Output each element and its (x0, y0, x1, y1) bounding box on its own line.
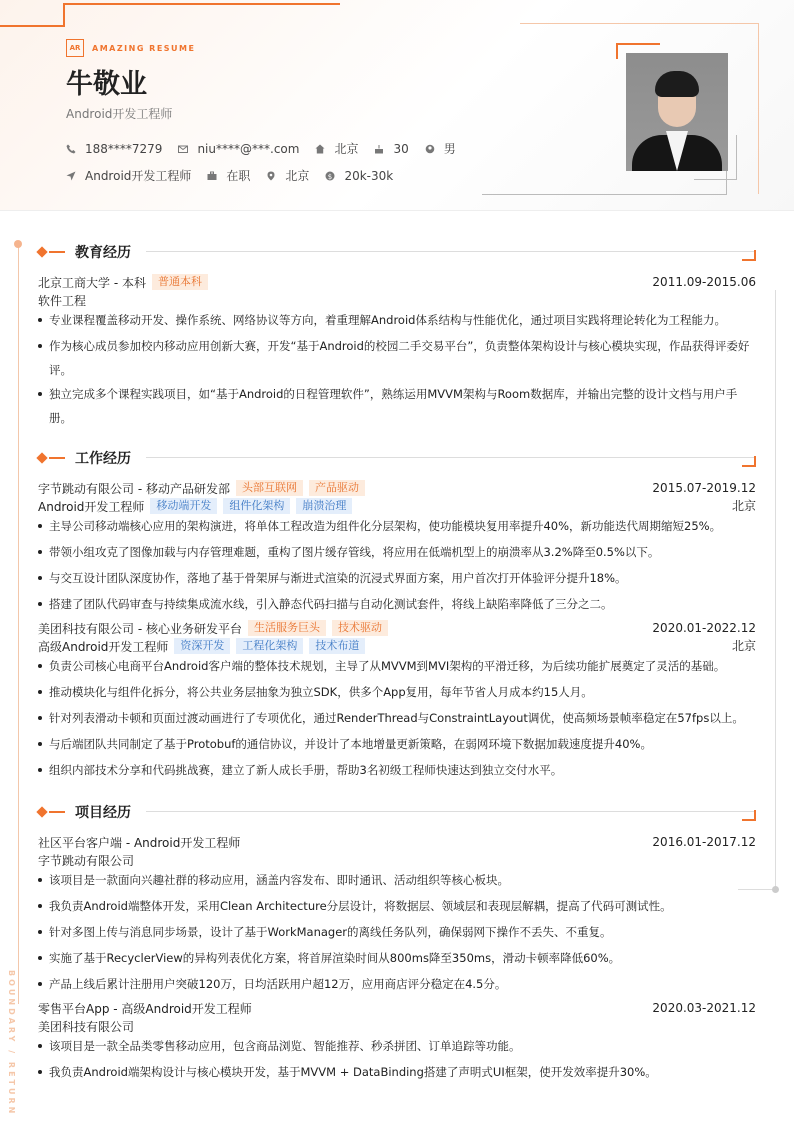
timeline-line (18, 244, 19, 1004)
role-name: 高级Android开发工程师 (38, 639, 169, 654)
role-name: Android开发工程师 (38, 499, 145, 514)
job-intent-row (66, 167, 409, 184)
list-item: 独立完成多个课程实践项目，如“基于Android的日程管理软件”，熟练运用MVVM架构与Room数据库，并输出完整的设计文档与用户手册。 (38, 382, 756, 430)
location-pin-icon (266, 171, 276, 181)
email-item (178, 142, 299, 156)
job-city: 北京 (731, 499, 756, 513)
candidate-title: Android开发工程师 (66, 107, 173, 121)
school-name: 北京工商大学 - 本科 (38, 275, 146, 290)
company-name: 字节跳动有限公司 - 移动产品研发部 (38, 481, 230, 496)
list-item: 专业课程覆盖移动开发、操作系统、网络协议等方向，着重理解Android体系结构与性能优化，通过项目实践将理论转化为工程能力。 (38, 308, 756, 332)
list-item: 负责公司核心电商平台Android客户端的整体技术规划，主导了从MVVM到MVI架构的平滑迁移，为后续功能扩展奠定了灵活的基础。 (38, 654, 756, 678)
work-section-header (38, 450, 756, 466)
project-row (38, 833, 756, 851)
major: 软件工程 (38, 294, 87, 308)
target-city-text: 北京 (285, 169, 310, 183)
project-row (38, 999, 756, 1017)
section-title: 项目经历 (75, 805, 131, 821)
brand (66, 39, 195, 57)
job-date: 2015.07-2019.12 (652, 481, 756, 495)
project-date: 2020.03-2021.12 (652, 1001, 756, 1015)
city-item (315, 140, 358, 157)
project-name: 社区平台客户端 - Android开发工程师 (38, 835, 241, 850)
list-item: 针对多图上传与消息同步场景，设计了基于WorkManager的离线任务队列，确保弱网下操作不丢失、不重复。 (38, 920, 756, 944)
list-item: 与交互设计团队深度协作，落地了基于骨架屏与渐进式渲染的沉浸式界面方案，用户首次打开体验评分提升18%。 (38, 566, 756, 590)
gender-icon (425, 144, 435, 154)
corner-accent (0, 25, 64, 27)
svg-text:$: $ (328, 172, 333, 181)
briefcase-icon (207, 171, 217, 181)
job-row (38, 479, 756, 497)
company-tag: 技术驱动 (332, 620, 388, 636)
section-title: 教育经历 (75, 245, 131, 261)
company-tag: 头部互联网 (236, 480, 303, 496)
candidate-name: 牛敬业 (66, 69, 147, 100)
corner-accent (63, 3, 65, 27)
list-item: 作为核心成员参加校内移动应用创新大赛，开发“基于Android的校园二手交易平台”，负责整体架构设计与核心模块实现，作品获得评委好评。 (38, 334, 756, 382)
job-city: 北京 (731, 639, 756, 653)
email-text: niu****@***.com (197, 141, 300, 156)
city-text: 北京 (334, 142, 359, 156)
profile-photo (626, 53, 728, 171)
section-title: 工作经历 (75, 451, 131, 467)
skill-tag: 资深开发 (174, 638, 230, 654)
list-item: 针对列表滑动卡顿和页面过渡动画进行了专项优化，通过RenderThread与ConstraintLayout调优，使高频场景帧率稳定在57fps以上。 (38, 706, 756, 730)
money-icon (325, 171, 335, 181)
salary-item (325, 169, 393, 183)
education-row (38, 273, 756, 291)
phone-icon (66, 144, 76, 154)
degree-tag: 普通本科 (152, 274, 208, 290)
list-item: 推动模块化与组件化拆分，将公共业务层抽象为独立SDK，供多个App复用，每年节省人月成本约15人月。 (38, 680, 756, 704)
list-item: 组织内部技术分享和代码挑战赛，建立了新人成长手册，帮助3名初级工程师快速达到独立交付水平。 (38, 758, 756, 782)
decorative-dot (772, 886, 779, 893)
skill-tag: 工程化架构 (236, 638, 303, 654)
phone-text: 188****7279 (85, 141, 163, 156)
decorative-line (775, 290, 776, 890)
role-row (38, 497, 756, 515)
brand-text: AMAZING RESUME (92, 43, 196, 53)
job-row (38, 619, 756, 637)
list-item: 该项目是一款全品类零售移动应用，包含商品浏览、智能推荐、秒杀拼团、订单追踪等功能。 (38, 1034, 756, 1058)
status-item (207, 167, 250, 184)
status-text: 在职 (226, 169, 251, 183)
list-item: 我负责Android端整体开发，采用Clean Architecture分层设计，将数据层、领域层和表现层解耦，提高了代码可测试性。 (38, 894, 756, 918)
timeline-dot (14, 240, 22, 248)
side-watermark: BOUNDARY / RETURN (7, 970, 16, 1117)
target-city-item (266, 167, 309, 184)
brand-logo: AR (66, 39, 84, 57)
projects-section-header (38, 804, 756, 820)
project-company: 美团科技有限公司 (38, 1020, 135, 1034)
cake-icon (374, 144, 384, 154)
age-text: 30 (393, 141, 409, 156)
age-item (374, 142, 408, 156)
list-item: 带领小组攻克了图像加载与内存管理难题，重构了图片缓存管线，将应用在低端机型上的崩溃率从3.2%降至0.5%以下。 (38, 540, 756, 564)
target-job-text: Android开发工程师 (85, 169, 192, 183)
education-section-header (38, 244, 756, 260)
home-icon (315, 144, 325, 154)
list-item: 产品上线后累计注册用户突破120万，日均活跃用户超12万，应用商店评分稳定在4.5分。 (38, 972, 756, 996)
contact-row (66, 140, 472, 157)
list-item: 实施了基于RecyclerView的异构列表优化方案，将首屏渲染时间从800ms降至350ms，滑动卡顿率降低60%。 (38, 946, 756, 970)
gender-text: 男 (443, 142, 456, 156)
salary-text: 20k-30k (344, 168, 394, 183)
role-row (38, 637, 756, 655)
list-item: 我负责Android端架构设计与核心模块开发，基于MVVM + DataBinding搭建了声明式UI框架，使开发效率提升30%。 (38, 1060, 756, 1084)
list-item: 搭建了团队代码审查与持续集成流水线，引入静态代码扫描与自动化测试套件，将线上缺陷率降低了三分之二。 (38, 592, 756, 616)
target-job-item (66, 167, 191, 184)
list-item: 与后端团队共同制定了基于Protobuf的通信协议，并设计了本地增量更新策略，在弱网环境下数据加载速度提升40%。 (38, 732, 756, 756)
mail-icon (178, 144, 188, 154)
skill-tag: 崩溃治理 (296, 498, 352, 514)
project-company: 字节跳动有限公司 (38, 854, 135, 868)
project-date: 2016.01-2017.12 (652, 835, 756, 849)
phone-item (66, 142, 162, 156)
list-item: 主导公司移动端核心应用的架构演进，将单体工程改造为组件化分层架构，使功能模块复用率提升40%，新功能迭代周期缩短25%。 (38, 514, 756, 538)
company-tag: 产品驱动 (309, 480, 365, 496)
resume-header (0, 0, 794, 211)
education-date: 2011.09-2015.06 (652, 275, 756, 289)
company-tag: 生活服务巨头 (248, 620, 326, 636)
gender-item (425, 140, 456, 157)
list-item: 该项目是一款面向兴趣社群的移动应用，涵盖内容发布、即时通讯、活动组织等核心板块。 (38, 868, 756, 892)
company-name: 美团科技有限公司 - 核心业务研发平台 (38, 621, 242, 636)
send-icon (66, 171, 76, 181)
project-name: 零售平台App - 高级Android开发工程师 (38, 1001, 252, 1016)
skill-tag: 移动端开发 (150, 498, 217, 514)
job-date: 2020.01-2022.12 (652, 621, 756, 635)
skill-tag: 技术布道 (309, 638, 365, 654)
skill-tag: 组件化架构 (223, 498, 290, 514)
top-accent-line (64, 3, 340, 5)
